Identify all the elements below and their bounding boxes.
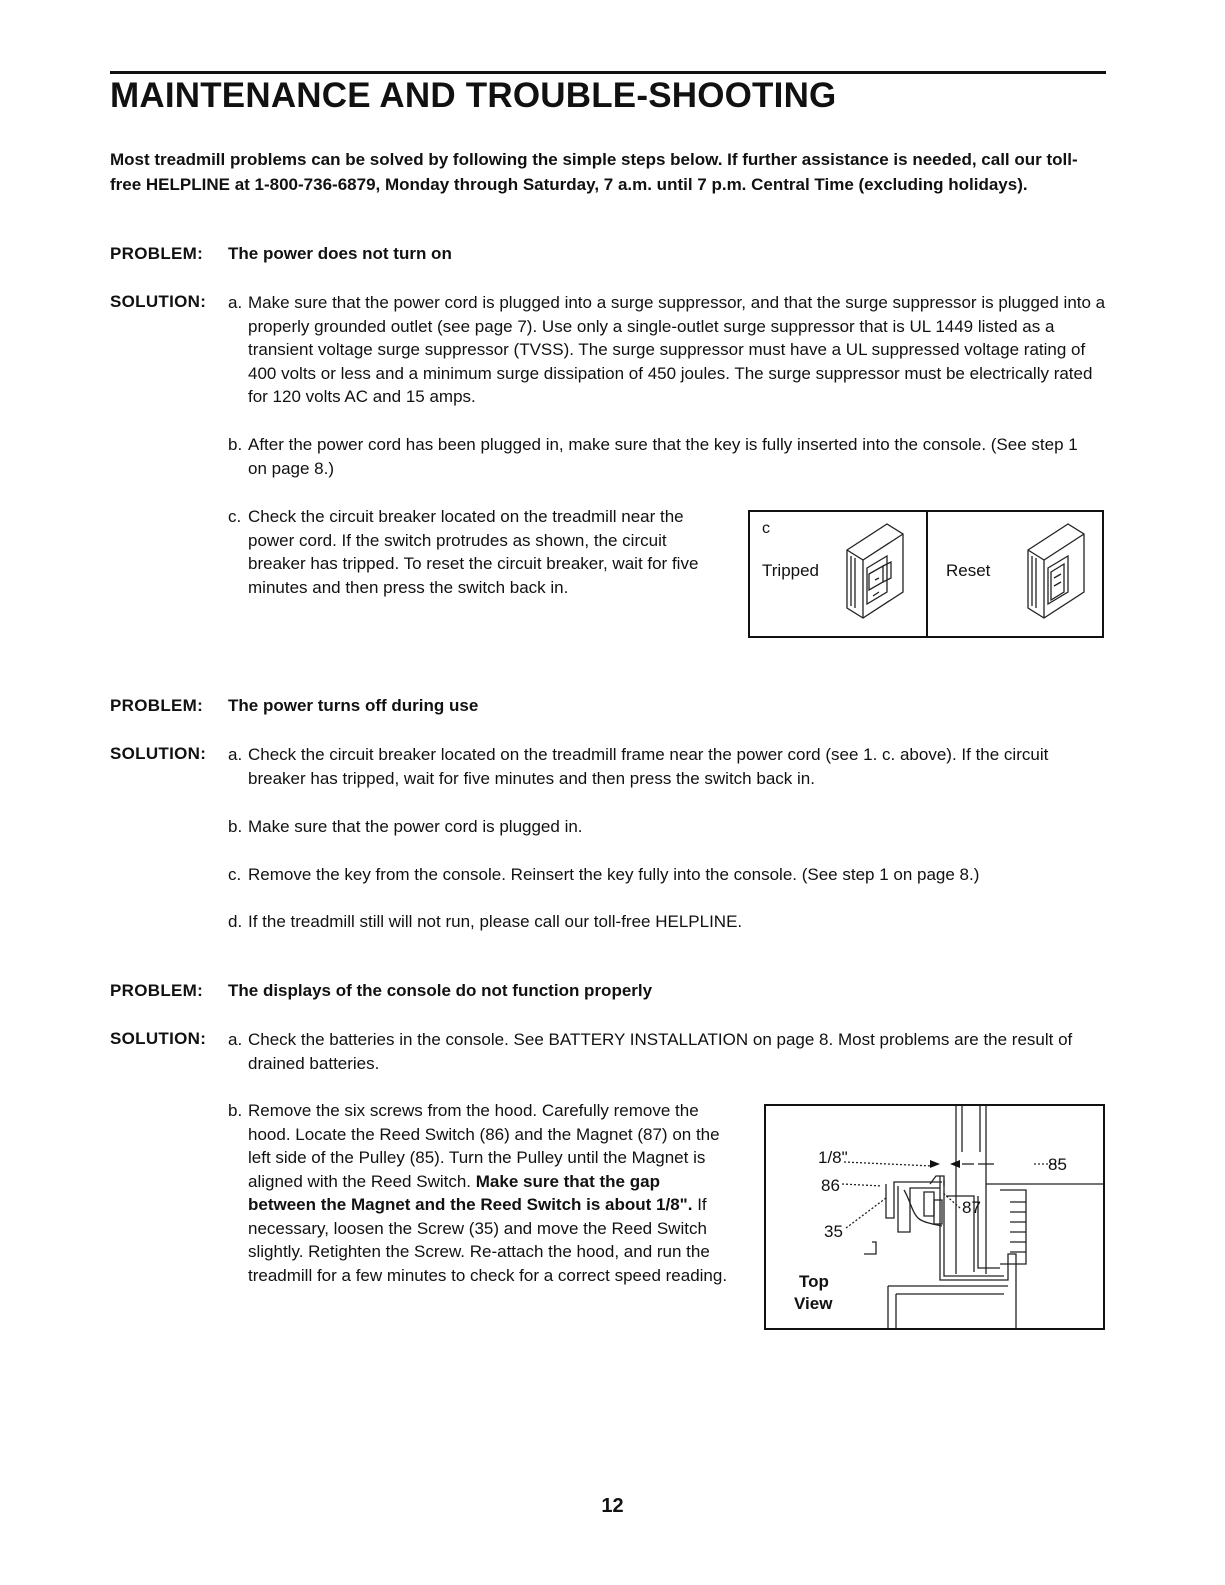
figure-divider [926,510,928,638]
item-text: After the power cord has been plugged in, make sure that the key is fully inserted into the console. (See step 1 on page 8.) [248,435,1078,478]
screw-callout: 35 [824,1222,843,1241]
solution-item [228,1099,728,1287]
item-letter: a. [228,293,243,312]
page-number: 12 [601,1495,624,1517]
solution-item [228,505,708,599]
item-letter: b. [228,1101,243,1120]
tripped-switch-icon [843,522,909,620]
solution-item [228,1028,1108,1075]
item-text-part: If necessary, loosen the Screw (35) and move the Reed Switch slightly. Retighten the Screw. Re-attach the hood, and run the treadmill for a few minutes to check for a correct speed reading. [248,1195,728,1285]
magnet-callout: 87 [962,1198,981,1217]
solution-item [228,433,1098,480]
solution-label: SOLUTION: [110,292,207,311]
view-label-top: Top [799,1272,829,1291]
item-letter: a. [228,1030,243,1049]
reset-label: Reset [946,561,991,580]
solution-item [228,815,1108,839]
item-text: Make sure that the power cord is plugged into a surge suppressor, and that the surge suppressor is plugged into a properly grounded outlet (see page 7). Use only a single-outlet surge suppressor that is UL 1449 listed as a transient voltage surge suppressor (TVSS). The surge suppressor must have a UL suppressed voltage rating of 400 volts or less and a minimum surge dissipation of 450 joules. The surge suppressor must be electrically rated for 120 volts AC and 15 amps. [248,293,1106,406]
title-rule [110,71,1106,74]
gap-instruction: Make sure that the gap between the Magnet and the Reed Switch is about 1/8". [248,1171,693,1214]
item-text: Check the circuit breaker located on the treadmill frame near the power cord (see 1. c. above). If the circuit breaker has tripped, wait for five minutes and then press the switch back in. [248,745,1049,788]
view-label-bottom: View [794,1294,833,1313]
problem-title: The power turns off during use [228,696,479,715]
item-text: If the treadmill still will not run, please call our toll-free HELPLINE. [248,912,743,931]
item-text [228,1099,728,1287]
figure-tag: c [762,520,770,537]
item-text: Check the batteries in the console. See BATTERY INSTALLATION on page 8. Most problems are the result of drained batteries. [248,1030,1073,1073]
problem-label: PROBLEM: [110,244,204,263]
item-letter: a. [228,745,243,764]
intro-paragraph: Most treadmill problems can be solved by following the simple steps below. If further assistance is needed, call our toll-free HELPLINE at 1-800-736-6879, Monday through Saturday, 7 a.m. until 7 p.m. Central Time (excluding holidays). [110,150,1078,194]
solution-item [228,291,1108,409]
item-text: Make sure that the power cord is plugged in. [248,817,583,836]
item-letter: d. [228,912,243,931]
problem-title: The power does not turn on [228,244,452,263]
problem-label: PROBLEM: [110,981,204,1000]
reed-switch-callout: 86 [821,1176,840,1195]
problem-label: PROBLEM: [110,696,204,715]
item-text-part: Remove the six screws from the hood. Carefully remove the hood. Locate the Reed Switch (86) and the Magnet (87) on the left side of the Pulley (85). Turn the Pulley until the Magnet is aligned with the Reed Switch. [248,1101,720,1191]
item-letter: b. [228,435,243,454]
solution-item [228,743,1108,790]
tripped-label: Tripped [762,561,820,580]
reed-switch-figure [764,1104,1105,1330]
item-letter: c. [228,865,242,884]
problem-title: The displays of the console do not function properly [228,981,653,1000]
item-letter: c. [228,507,242,526]
item-letter: b. [228,817,243,836]
solution-label: SOLUTION: [110,1029,207,1048]
solution-label: SOLUTION: [110,744,207,763]
pulley-callout: 85 [1048,1155,1067,1174]
item-text: Check the circuit breaker located on the treadmill near the power cord. If the switch protrudes as shown, the circuit breaker has tripped. To reset the circuit breaker, wait for five minutes and then press the switch back in. [248,507,699,597]
solution-item [228,910,1108,934]
page-title: MAINTENANCE AND TROUBLE-SHOOTING [110,76,837,115]
reset-switch-icon [1024,522,1090,620]
solution-item [228,863,1108,887]
gap-label: 1/8" [818,1148,848,1167]
item-text: Remove the key from the console. Reinsert the key fully into the console. (See step 1 on page 8.) [248,865,980,884]
